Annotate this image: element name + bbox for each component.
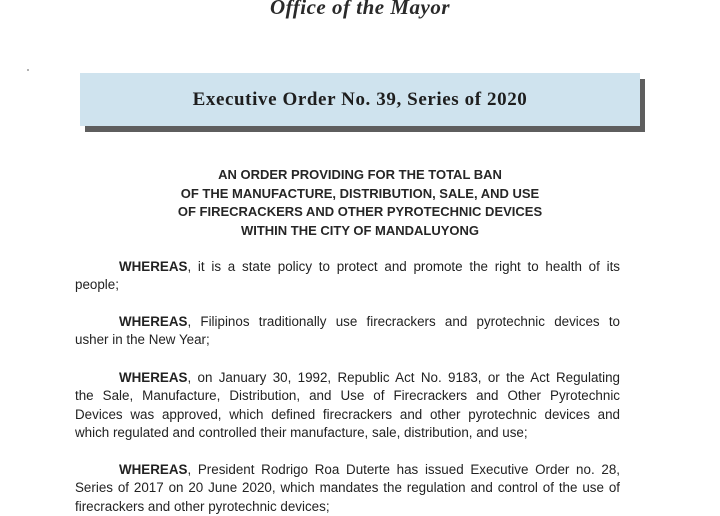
whereas-paragraph (75, 369, 620, 443)
whereas-label: WHEREAS (119, 462, 188, 477)
order-title-line: WITHIN THE CITY OF MANDALUYONG (240, 222, 480, 238)
paragraph-line (75, 313, 620, 331)
whereas-paragraph (75, 461, 620, 516)
order-title-line: OF THE MANUFACTURE, DISTRIBUTION, SALE, AND USE (180, 185, 540, 201)
whereas-label: WHEREAS (119, 314, 188, 329)
paragraph-line (75, 461, 620, 479)
paragraph-text: , Filipinos traditionally use firecrackers and pyrotechnic devices to (187, 314, 620, 329)
scan-speck (27, 69, 29, 71)
paragraph-line: Devices was approved, which defined firecrackers and other pyrotechnic devices and (75, 406, 620, 422)
paragraph-line: which regulated and controlled their manufacture, sale, distribution, and use; (75, 425, 528, 441)
paragraph-line: people; (75, 277, 119, 293)
whereas-label: WHEREAS (119, 259, 188, 274)
paragraph-line: Series of 2017 on 20 June 2020, which mandates the regulation and control of the use of (75, 480, 620, 496)
paragraph-line: usher in the New Year; (75, 332, 210, 348)
order-title-line: AN ORDER PROVIDING FOR THE TOTAL BAN (218, 167, 502, 182)
paragraph-line (75, 258, 620, 276)
whereas-paragraph (75, 258, 620, 295)
paragraph-text: , on January 30, 1992, Republic Act No. 9183, or the Act Regulating (187, 370, 620, 385)
paragraph-text: , President Rodrigo Roa Duterte has issued Executive Order no. 28, (187, 462, 620, 477)
whereas-label: WHEREAS (119, 370, 188, 385)
executive-order-banner (80, 73, 640, 126)
paragraph-line: the Sale, Manufacture, Distribution, and Use of Firecrackers and Other Pyrotechnic (75, 388, 620, 404)
office-of-the-mayor-heading: Office of the Mayor (270, 0, 450, 19)
whereas-paragraph (75, 313, 620, 350)
paragraph-line: firecrackers and other pyrotechnic devices; (75, 498, 330, 514)
executive-order-title: Executive Order No. 39, Series of 2020 (192, 88, 528, 110)
paragraph-line (75, 369, 620, 387)
order-title-line: OF FIRECRACKERS AND OTHER PYROTECHNIC DEVICES (177, 204, 543, 220)
order-title (0, 166, 720, 240)
paragraph-text: , it is a state policy to protect and promote the right to health of its (187, 259, 620, 274)
